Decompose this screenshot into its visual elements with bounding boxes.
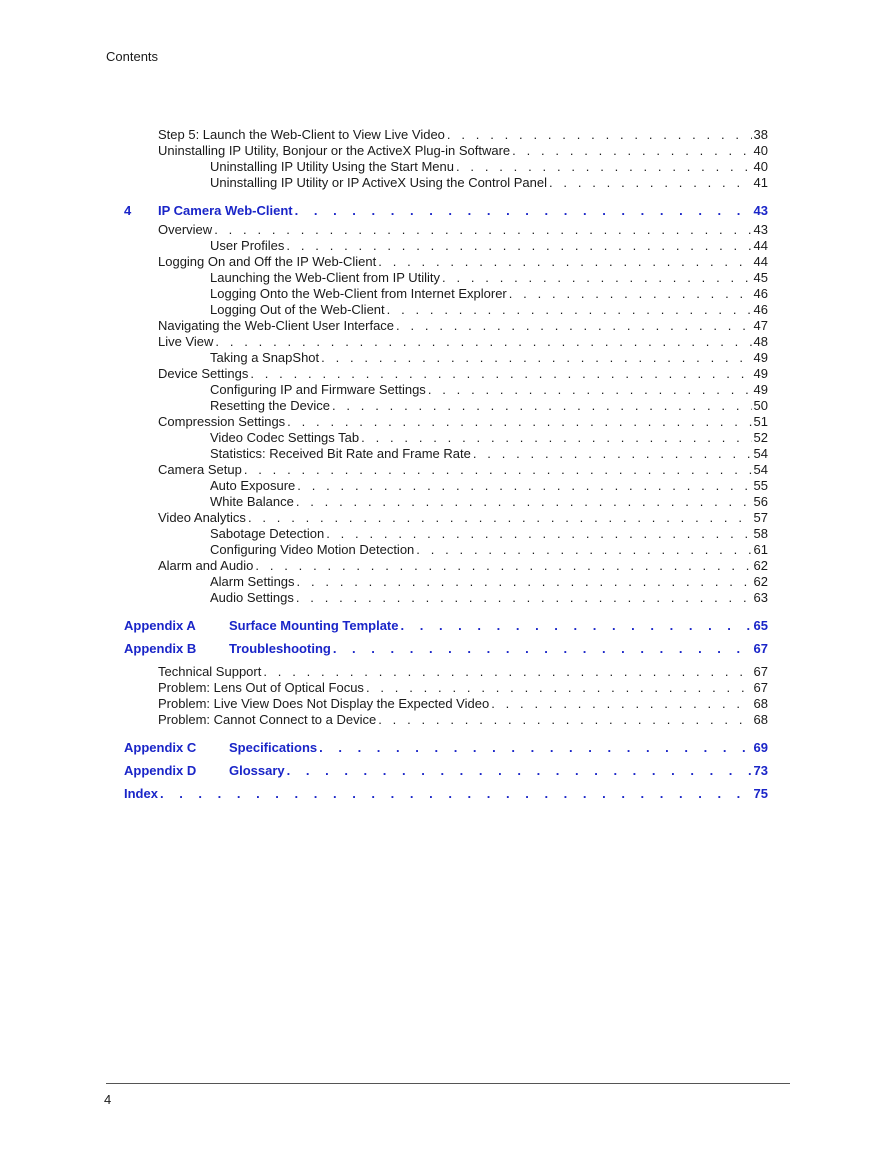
toc-entry-page: 63 <box>753 590 768 605</box>
appendix-title: Glossary <box>229 759 287 782</box>
toc-entry-title: Uninstalling IP Utility, Bonjour or the ActiveX Plug-in Software <box>158 143 511 158</box>
toc-entry-title: Device Settings <box>158 366 249 381</box>
toc-entry-page: 40 <box>753 159 768 174</box>
dot-leader <box>333 637 752 660</box>
toc-entry[interactable] <box>158 366 768 382</box>
dot-leader <box>287 759 752 782</box>
toc-entry-title: Configuring Video Motion Detection <box>210 542 415 557</box>
toc-entry-title: Sabotage Detection <box>210 526 325 541</box>
toc-entry-page: 58 <box>753 526 768 541</box>
toc-section-appendix-b <box>0 664 892 728</box>
toc-entry-title: Step 5: Launch the Web-Client to View Live Video <box>158 127 445 142</box>
dot-leader <box>296 590 752 606</box>
toc-entry-page: 54 <box>753 446 768 461</box>
toc-entry[interactable] <box>158 414 768 430</box>
dot-leader <box>332 398 752 414</box>
toc-entry-title: Video Codec Settings Tab <box>210 430 360 445</box>
dot-leader <box>160 782 752 805</box>
toc-entry-page: 49 <box>753 366 768 381</box>
dot-leader <box>248 510 752 526</box>
toc-entry-title: Video Analytics <box>158 510 246 525</box>
dot-leader <box>378 254 751 270</box>
toc-entry-title: Problem: Lens Out of Optical Focus <box>158 680 364 695</box>
appendix-label: Appendix D <box>124 763 197 778</box>
dot-leader <box>549 175 752 191</box>
toc-entry[interactable] <box>210 286 768 302</box>
toc-section-chapter-4 <box>0 222 892 606</box>
toc-entry-title: Problem: Cannot Connect to a Device <box>158 712 377 727</box>
dot-leader <box>361 430 751 446</box>
toc-entry[interactable] <box>210 302 768 318</box>
appendix-title: Troubleshooting <box>229 637 333 660</box>
toc-entry-title: Taking a SnapShot <box>210 350 320 365</box>
toc-entry[interactable] <box>158 712 768 728</box>
dot-leader <box>319 736 751 759</box>
dot-leader <box>512 143 751 159</box>
toc-entry[interactable] <box>210 430 768 446</box>
toc-entry-title: Logging On and Off the IP Web-Client <box>158 254 377 269</box>
dot-leader <box>255 558 751 574</box>
toc-entry-page: 49 <box>753 350 768 365</box>
dot-leader <box>491 696 751 712</box>
dot-leader <box>326 526 751 542</box>
dot-leader <box>297 478 751 494</box>
dot-leader <box>366 680 752 696</box>
dot-leader <box>442 270 752 286</box>
toc-entry-page: 45 <box>753 270 768 285</box>
toc-entry-page: 47 <box>753 318 768 333</box>
toc-entry[interactable] <box>158 696 768 712</box>
appendix-title: Specifications <box>229 736 319 759</box>
index-page: 75 <box>753 786 768 801</box>
toc-entry-page: 49 <box>753 382 768 397</box>
dot-leader <box>473 446 752 462</box>
toc-entry[interactable] <box>210 494 768 510</box>
toc-section-pre <box>0 127 892 191</box>
toc-entry-page: 52 <box>753 430 768 445</box>
toc-appendix-b[interactable] <box>124 637 768 660</box>
toc-entry[interactable] <box>210 350 768 366</box>
dot-leader <box>244 462 752 478</box>
dot-leader <box>321 350 751 366</box>
toc-entry-page: 44 <box>753 238 768 253</box>
dot-leader <box>287 414 751 430</box>
toc-entry-title: Uninstalling IP Utility Using the Start Menu <box>210 159 454 174</box>
dot-leader <box>401 614 752 637</box>
index-title: Index <box>124 782 160 805</box>
toc-entry-title: Live View <box>158 334 214 349</box>
toc-entry[interactable] <box>210 526 768 542</box>
toc-entry-title: Uninstalling IP Utility or IP ActiveX Using the Control Panel <box>210 175 547 190</box>
toc-entry-title: Camera Setup <box>158 462 242 477</box>
dot-leader <box>396 318 751 334</box>
toc-entry[interactable] <box>158 462 768 478</box>
toc-entry-page: 67 <box>753 664 768 679</box>
toc-entry-page: 46 <box>753 286 768 301</box>
dot-leader <box>456 159 752 175</box>
dot-leader <box>509 286 752 302</box>
toc-entry-page: 38 <box>753 127 768 142</box>
toc-entry-page: 62 <box>753 574 768 589</box>
dot-leader <box>295 199 752 222</box>
toc-entry[interactable] <box>210 574 768 590</box>
dot-leader <box>428 382 752 398</box>
appendix-label: Appendix B <box>124 641 197 656</box>
toc-chapter-4[interactable] <box>124 199 768 222</box>
dot-leader <box>416 542 751 558</box>
dot-leader <box>297 574 752 590</box>
running-head: Contents <box>106 49 159 64</box>
toc-entry-page: 67 <box>753 680 768 695</box>
toc-entry[interactable] <box>210 590 768 606</box>
toc-entry-page: 48 <box>753 334 768 349</box>
toc-entry-page: 50 <box>753 398 768 413</box>
toc-entry-title: Auto Exposure <box>210 478 296 493</box>
dot-leader <box>263 664 751 680</box>
appendix-page: 67 <box>753 641 768 656</box>
dot-leader <box>296 494 752 510</box>
toc-entry[interactable] <box>158 558 768 574</box>
dot-leader <box>286 238 751 254</box>
toc-entry-page: 44 <box>753 254 768 269</box>
appendix-page: 65 <box>753 618 768 633</box>
toc-entry[interactable] <box>210 446 768 462</box>
chapter-page: 43 <box>753 203 768 218</box>
chapter-title: IP Camera Web-Client <box>158 199 295 222</box>
appendix-title: Surface Mounting Template <box>229 614 401 637</box>
dot-leader <box>214 222 751 238</box>
toc-entry-title: Problem: Live View Does Not Display the Expected Video <box>158 696 490 711</box>
footer-rule <box>106 1083 790 1084</box>
dot-leader <box>215 334 751 350</box>
appendix-page: 69 <box>753 740 768 755</box>
toc-entry-page: 41 <box>753 175 768 190</box>
toc-entry-page: 54 <box>753 462 768 477</box>
toc-entry-page: 46 <box>753 302 768 317</box>
toc-appendix-a[interactable] <box>124 614 768 637</box>
toc-entry-page: 62 <box>753 558 768 573</box>
toc-entry[interactable] <box>158 680 768 696</box>
appendix-page: 73 <box>753 763 768 778</box>
toc-entry-page: 57 <box>753 510 768 525</box>
toc-entry-title: Technical Support <box>158 664 262 679</box>
toc-entry-title: Launching the Web-Client from IP Utility <box>210 270 441 285</box>
toc-entry[interactable] <box>158 318 768 334</box>
toc-entry[interactable] <box>158 127 768 143</box>
toc-entry-title: Alarm Settings <box>210 574 295 589</box>
toc-entry[interactable] <box>210 478 768 494</box>
toc-entry-page: 61 <box>753 542 768 557</box>
dot-leader <box>447 127 752 143</box>
toc-entry[interactable] <box>210 270 768 286</box>
toc-entry-title: Resetting the Device <box>210 398 330 413</box>
toc-entry-page: 68 <box>753 712 768 727</box>
toc-entry[interactable] <box>158 664 768 680</box>
toc-appendix-c[interactable] <box>124 736 768 759</box>
toc-entry-title: Alarm and Audio <box>158 558 254 573</box>
toc-entry[interactable] <box>210 542 768 558</box>
toc-entry[interactable] <box>158 254 768 270</box>
toc-entry[interactable] <box>210 159 768 175</box>
toc-entry-title: Audio Settings <box>210 590 294 605</box>
toc-entry-title: White Balance <box>210 494 294 509</box>
toc-entry-page: 55 <box>753 478 768 493</box>
dot-leader <box>250 366 751 382</box>
dot-leader <box>378 712 751 728</box>
toc-entry-page: 56 <box>753 494 768 509</box>
table-of-contents <box>0 127 892 805</box>
toc-entry-page: 51 <box>753 414 768 429</box>
toc-entry-title: Configuring IP and Firmware Settings <box>210 382 426 397</box>
toc-entry[interactable] <box>210 175 768 191</box>
toc-entry-title: Statistics: Received Bit Rate and Frame Rate <box>210 446 471 461</box>
toc-index[interactable] <box>124 782 768 805</box>
toc-entry-title: Overview <box>158 222 213 237</box>
toc-entry-title: Compression Settings <box>158 414 286 429</box>
toc-entry[interactable] <box>158 334 768 350</box>
toc-entry-page: 68 <box>753 696 768 711</box>
toc-entry-title: Logging Out of the Web-Client <box>210 302 385 317</box>
toc-entry-page: 43 <box>753 222 768 237</box>
appendix-label: Appendix C <box>124 740 197 755</box>
toc-entry-title: User Profiles <box>210 238 285 253</box>
toc-entry[interactable] <box>210 382 768 398</box>
toc-entry[interactable] <box>210 398 768 414</box>
toc-entry-title: Navigating the Web-Client User Interface <box>158 318 395 333</box>
toc-entry-page: 40 <box>753 143 768 158</box>
toc-entry[interactable] <box>210 238 768 254</box>
appendix-label: Appendix A <box>124 618 196 633</box>
dot-leader <box>387 302 752 318</box>
toc-appendix-d[interactable] <box>124 759 768 782</box>
chapter-number: 4 <box>124 203 132 218</box>
toc-entry[interactable] <box>158 143 768 159</box>
toc-entry[interactable] <box>158 222 768 238</box>
page-number: 4 <box>104 1092 112 1107</box>
toc-entry[interactable] <box>158 510 768 526</box>
toc-entry-title: Logging Onto the Web-Client from Internet Explorer <box>210 286 507 301</box>
